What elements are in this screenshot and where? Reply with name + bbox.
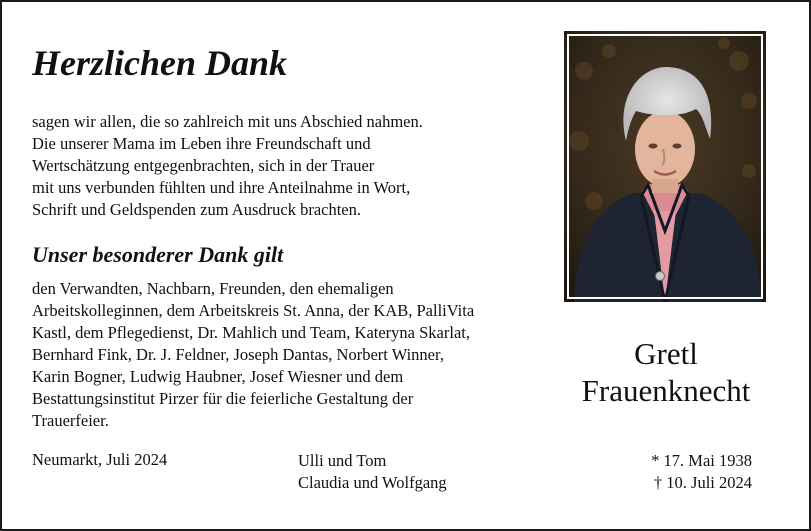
first-name: Gretl [634,336,698,371]
thanks-line: Bestattungsinstitut Pirzer für die feierliche Gestaltung der [32,389,414,408]
heading: Herzlichen Dank [32,43,288,83]
signer-line: Claudia und Wolfgang [298,473,447,492]
intro-line: mit uns verbunden fühlten und ihre Anteilnahme in Wort, [32,178,411,197]
intro-line: Schrift und Geldspenden zum Ausdruck brachten. [32,200,362,219]
deceased-name [550,335,782,409]
signers [298,450,447,494]
portrait-image [564,31,766,302]
intro-line: sagen wir allen, die so zahlreich mit uns Abschied nahmen. [32,112,423,131]
death-date: † 10. Juli 2024 [653,473,752,492]
thanks-line: Karin Bogner, Ludwig Haubner, Josef Wiesner und dem [32,367,404,386]
thanks-line: Kastl, dem Pflegedienst, Dr. Mahlich und Team, Kateryna Skarlat, [32,323,470,342]
signer-line: Ulli und Tom [298,451,387,470]
life-dates [582,450,752,494]
intro-text [32,111,532,221]
thanks-line: Trauerfeier. [32,411,109,430]
intro-line: Die unserer Mama im Leben ihre Freundschaft und [32,134,371,153]
birth-date: * 17. Mai 1938 [651,451,752,470]
thanks-line: Bernhard Fink, Dr. J. Feldner, Joseph Dantas, Norbert Winner, [32,345,444,364]
place-date: Neumarkt, Juli 2024 [32,450,168,469]
portrait-photo [564,31,766,302]
thanks-line: den Verwandten, Nachbarn, Freunden, den ehemaligen [32,279,394,298]
intro-line: Wertschätzung entgegenbrachten, sich in der Trauer [32,156,375,175]
thanks-line: Arbeitskolleginnen, dem Arbeitskreis St. Anna, der KAB, PalliVita [32,301,475,320]
thanks-text [32,278,542,432]
subheading: Unser besonderer Dank gilt [32,242,284,267]
last-name: Frauenknecht [581,373,751,408]
